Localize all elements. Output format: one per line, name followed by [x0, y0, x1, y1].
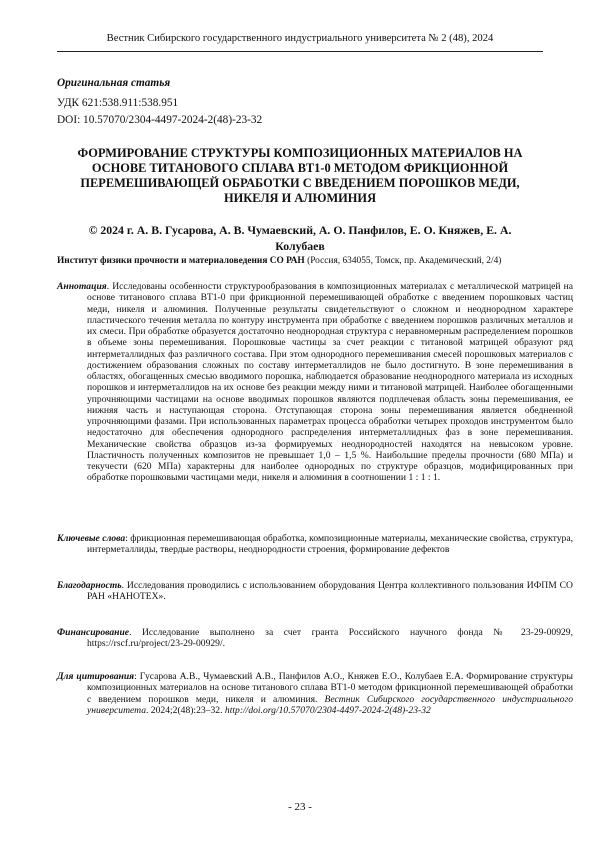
article-type: Оригинальная статья — [57, 77, 171, 89]
header-rule — [57, 51, 543, 52]
page-number: - 23 - — [288, 801, 312, 813]
affiliation-institute: Институт физики прочности и материаловедения СО РАН — [57, 256, 305, 266]
keywords — [57, 533, 573, 556]
acknowledgement — [57, 580, 573, 603]
citation-tail: . 2024;2(48):23–32. — [146, 704, 225, 716]
keywords-label: Ключевые слова — [57, 533, 126, 544]
article-title: ФОРМИРОВАНИЕ СТРУКТУРЫ КОМПОЗИЦИОННЫХ МАТЕРИАЛОВ НА ОСНОВЕ ТИТАНОВОГО СПЛАВА ВТ1-0 МЕТОДОМ ФРИКЦИОННОЙ ПЕРЕМЕШИВАЮЩЕЙ ОБРАБОТКИ С ВВЕДЕНИЕМ ПОРОШКОВ МЕДИ, НИКЕЛЯ И АЛЮМИНИЯ — [77, 146, 523, 205]
doi: DOI: 10.57070/2304-4497-2024-2(48)-23-32 — [57, 114, 263, 126]
citation-label: Для цитирования — [57, 671, 135, 682]
abstract — [57, 281, 573, 484]
acknowledgement-label: Благодарность — [57, 580, 122, 591]
citation-text: : Гусарова А.В., Чумаевский А.В., Панфилов А.О., Княжев Е.О., Колубаев Е.А. Формирование структуры композиционных материалов на основе титанового сплава ВТ1-0 методом фрикционной перемешивающей обработки с введением порошков меди, никеля и алюминия. — [87, 671, 573, 705]
abstract-text: . Исследованы особенности структурообразования в композиционных материалах с металлической матрицей на основе титанового сплава ВТ1-0 при фрикционной перемешивающей обработке с введением порошковых частиц меди, никеля и алюминия. Полученные результаты свидетельствуют о сложном и неоднородном характере пластического течения металла по контуру инструмента при обработке с введением порошков различных металлов и их смеси. При обработке образуется достаточно неоднородная структура с неравномерным распределением порошков в объеме зоны перемешивания. Порошковые частицы за счет реакции с титановой матрицей образуют ряд интерметаллидных фаз различного состава. При этом однородного перемешивания смесей порошковых материалов с достижением образования сложных по составу интерметаллидов не было достигнуто. В зоне перемешивания в областях, обогащенных смесью вводимого порошка, наблюдается образование неоднородного материала из исходных порошков и интерметаллидов на их основе без реакции между ними и титановой матрицей. Наиболее обогащенными упрочняющими частицами на основе вводимых порошков являются подплечевая область зоны перемешивания, ее нижняя часть и наступающая сторона. Отступающая сторона зоны перемешивания является обедненной упрочняющими фазами. При использованных параметрах процесса обработки четырех проходов инструментом было недостаточно для обеспечения однородного распределения интерметаллидных фаз в зоне перемешивания. Механические свойства образцов из-за формируемых неоднородностей находятся на невысоком уровне. Пластичность полученных композитов не превышает 1,0 – 1,5 %. Наибольшие пределы прочности (680 МПа) и текучести (620 МПа) характерны для наиболее однородных по структуре образцов, модифицированных при обработке порошковыми частицами меди, никеля и алюминия в соотношении 1 : 1 : 1. — [87, 281, 573, 484]
acknowledgement-text: . Исследования проводились с использованием оборудования Центра коллективного пользования ИФПМ СО РАН «НАНОТЕХ». — [87, 580, 573, 603]
funding-text: . Исследование выполнено за счет гранта Российского научного фонда № 23-29-00929, https://rscf.ru/project/23-29-00929/. — [87, 627, 573, 650]
funding — [57, 627, 573, 650]
citation — [57, 671, 573, 716]
affiliation — [57, 256, 543, 266]
udc-code: УДК 621:538.911:538.951 — [57, 97, 179, 109]
keywords-text: : фрикционная перемешивающая обработка, композиционные материалы, механические свойства, структура, интерметаллиды, твердые растворы, неоднородности строения, формирование дефектов — [87, 533, 573, 556]
citation-journal: Вестник Сибирского государственного индустриального университета — [87, 693, 574, 716]
citation-doi-link[interactable]: http://doi.org/10.57070/2304-4497-2024-2(48)-23-32 — [224, 704, 431, 716]
affiliation-address: (Россия, 634055, Томск, пр. Академический, 2/4) — [304, 256, 502, 266]
abstract-label: Аннотация — [57, 281, 107, 292]
authors: © 2024 г. А. В. Гусарова, А. В. Чумаевский, А. О. Панфилов, Е. О. Княжев, Е. А. Колубаев — [88, 223, 512, 253]
running-header: Вестник Сибирского государственного индустриального университета № 2 (48), 2024 — [106, 33, 494, 44]
funding-label: Финансирование — [57, 627, 130, 638]
